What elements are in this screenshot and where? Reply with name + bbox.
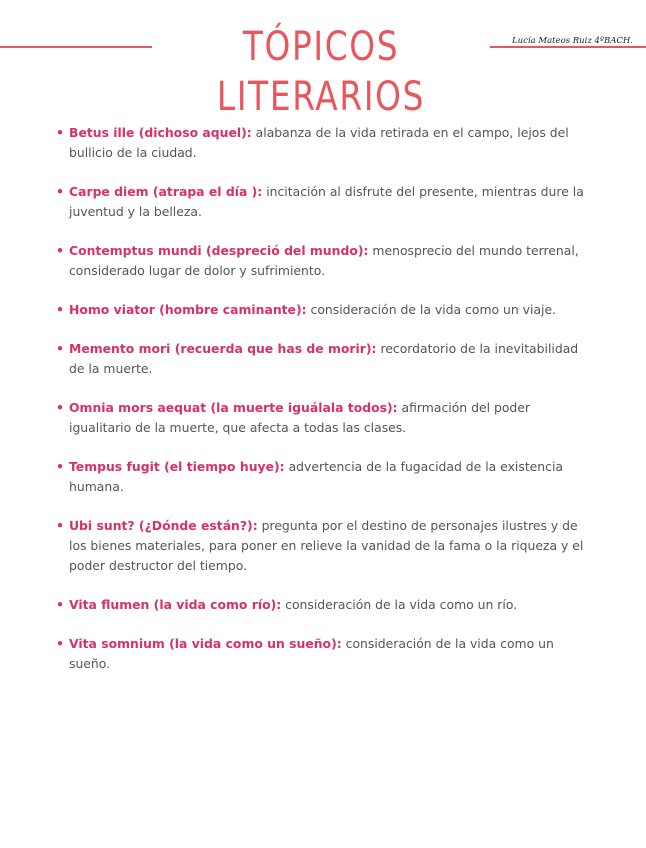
topic-term: Carpe diem (atrapa el día ): — [69, 184, 263, 199]
topic-term: Vita somnium (la vida como un sueño): — [69, 636, 342, 651]
topic-definition: consideración de la vida como un sueño. — [69, 636, 554, 671]
topic-term: Vita flumen (la vida como río): — [69, 597, 282, 612]
topic-term: Omnia mors aequat (la muerte iguálala todos): — [69, 400, 398, 415]
list-item — [56, 457, 596, 497]
list-item — [56, 634, 596, 674]
topic-definition: afirmación del poder igualitario de la muerte, que afecta a todas las clases. — [69, 400, 530, 435]
topic-definition: consideración de la vida como un río. — [281, 597, 518, 612]
topic-definition: consideración de la vida como un viaje. — [306, 302, 557, 317]
list-item — [56, 595, 596, 615]
list-item — [56, 241, 596, 281]
topic-term: Betus ille (dichoso aquel): — [69, 125, 252, 140]
topics-list — [56, 123, 596, 693]
topic-definition: incitación al disfrute del presente, mientras dure la juventud y la belleza. — [69, 184, 584, 219]
topic-definition: menosprecio del mundo terrenal, considerado lugar de dolor y sufrimiento. — [69, 243, 579, 278]
topic-definition: pregunta por el destino de personajes ilustres y de los bienes materiales, para poner en relieve la vanidad de la fama o la riqueza y el poder destructor del tiempo. — [69, 518, 584, 573]
list-item — [56, 398, 596, 438]
header-rule-left — [0, 46, 152, 48]
topic-term: Contemptus mundi (despreció del mundo): — [69, 243, 369, 258]
author-signature: Lucía Mateos Ruiz 4ºBACH. — [512, 36, 633, 46]
topic-term: Memento mori (recuerda que has de morir): — [69, 341, 377, 356]
list-item — [56, 123, 596, 163]
topic-term: Tempus fugit (el tiempo huye): — [69, 459, 285, 474]
topic-definition: recordatorio de la inevitabilidad de la muerte. — [69, 341, 579, 376]
list-item — [56, 339, 596, 379]
header-rule-right — [490, 46, 646, 48]
list-item — [56, 300, 596, 320]
page-header — [0, 0, 646, 120]
list-item — [56, 516, 596, 576]
page-title: TÓPICOS LITERARIOS — [216, 24, 426, 120]
topic-definition: advertencia de la fugacidad de la existencia humana. — [69, 459, 564, 494]
list-item — [56, 182, 596, 222]
topic-term: Ubi sunt? (¿Dónde están?): — [69, 518, 258, 533]
topic-term: Homo viator (hombre caminante): — [69, 302, 307, 317]
topic-definition: alabanza de la vida retirada en el campo, lejos del bullicio de la ciudad. — [69, 125, 569, 160]
